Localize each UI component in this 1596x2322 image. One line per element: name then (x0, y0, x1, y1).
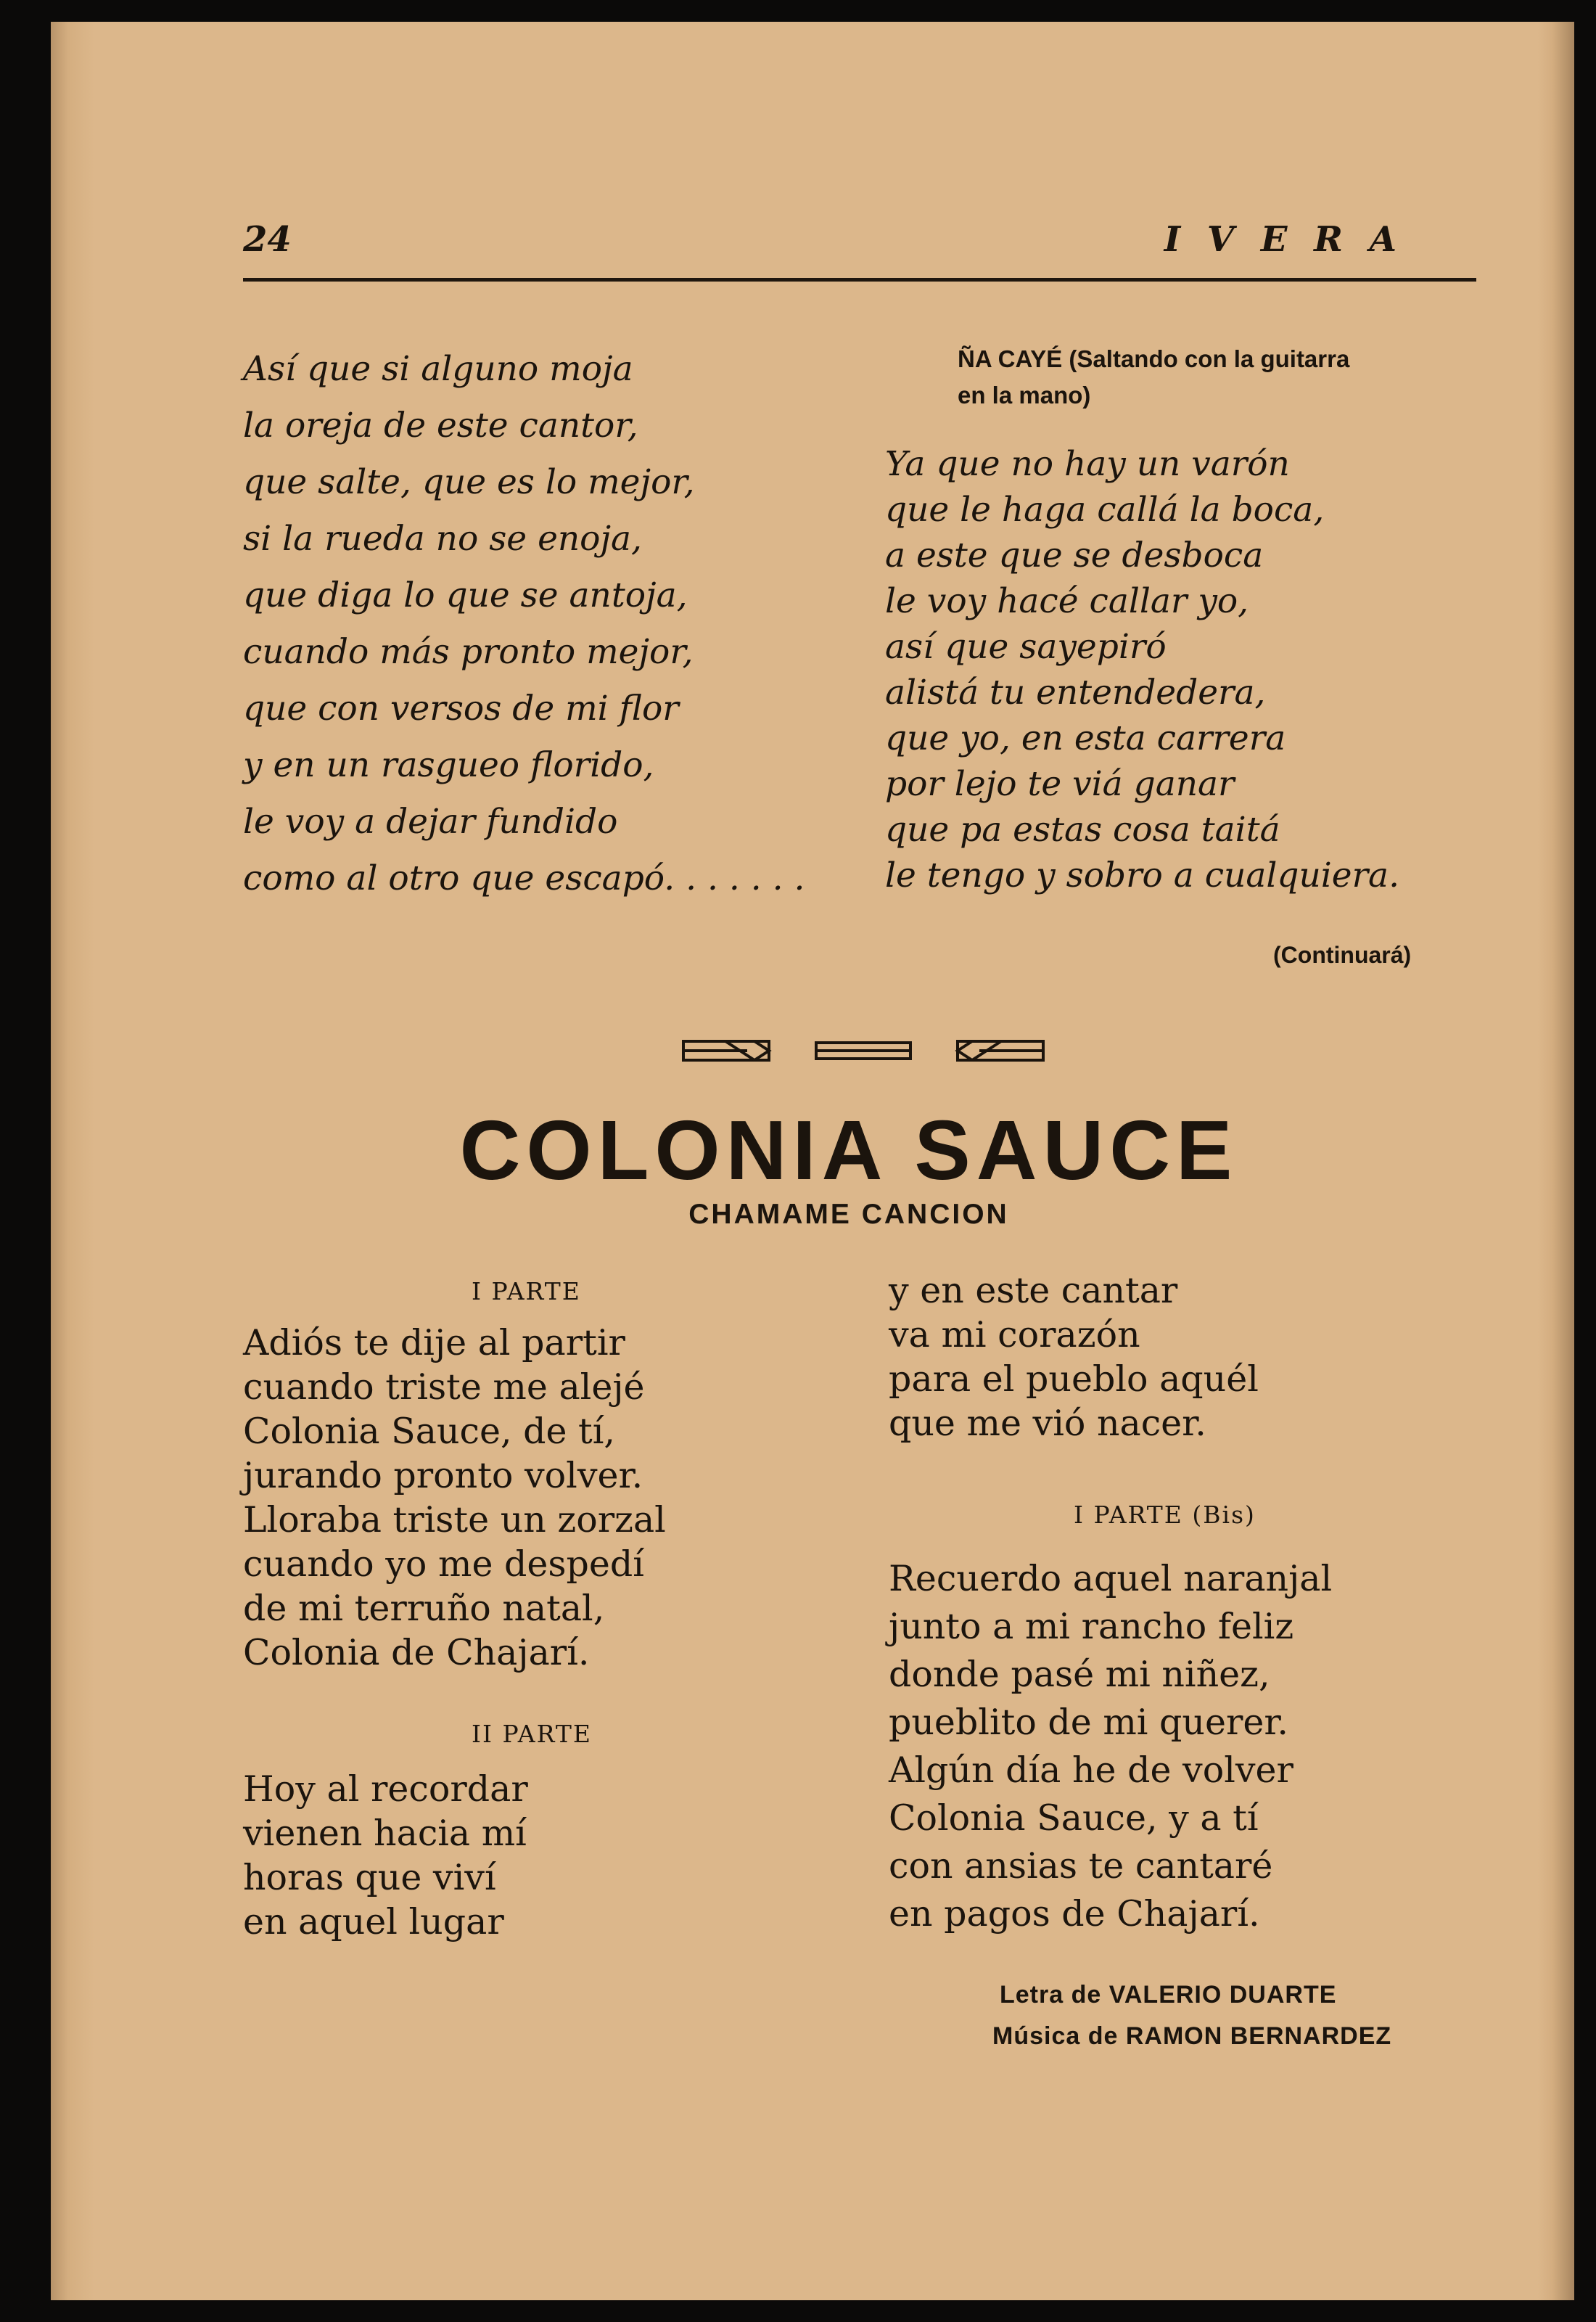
song-title: COLONIA SAUCE (459, 1103, 1238, 1197)
verse-line: cuando triste me alejé (243, 1366, 645, 1408)
running-title: I V E R A (1164, 219, 1404, 260)
verse-line: que salte, que es lo mejor, (243, 462, 695, 502)
verse-line: que yo, en esta carrera (885, 718, 1286, 758)
verse-line: le voy a dejar fundido (243, 802, 618, 842)
ornament-divider (682, 1033, 1045, 1069)
verse-line: Algún día he de volver (889, 1749, 1293, 1791)
verse-line: que pa estas cosa taitá (885, 810, 1280, 850)
verse-right (885, 441, 1399, 898)
ornament-right-icon (958, 1041, 1043, 1060)
verse-line: Hoy al recordar (243, 1768, 528, 1810)
verse-line: alistá tu entendedera, (885, 673, 1266, 713)
magazine-page (51, 22, 1574, 2300)
verse-line: donde pasé mi niñez, (889, 1654, 1270, 1695)
verse-line: le tengo y sobro a cualquiera. (885, 856, 1400, 895)
credit-music: Música de RAMON BERNARDEZ (992, 2022, 1392, 2050)
ornament-center-icon (816, 1043, 910, 1059)
continuara-note: (Continuará) (1273, 942, 1412, 968)
verse-line: horas que viví (243, 1857, 496, 1898)
verse-line: si la rueda no se enoja, (243, 519, 642, 559)
speaker-line-1: ÑA CAYÉ (Saltando con la guitarra (958, 345, 1350, 372)
part1-heading: I PARTE (472, 1277, 581, 1305)
part1bis-heading: I PARTE (Bis) (1074, 1501, 1256, 1529)
verse-line: y en un rasgueo florido, (243, 745, 654, 785)
verse-line: le voy hacé callar yo, (885, 581, 1249, 621)
verse-line: Colonia Sauce, y a tí (889, 1797, 1259, 1839)
header-rule (243, 278, 1476, 282)
verse-line: con ansias te cantaré (889, 1845, 1273, 1887)
verse-line: y en este cantar (889, 1270, 1178, 1311)
verse-line: a este que se desboca (885, 536, 1264, 575)
song-part1 (243, 1321, 666, 1675)
song-part2-continued (889, 1268, 1259, 1445)
verse-line: Adiós te dije al partir (243, 1322, 625, 1363)
verse-line: junto a mi rancho feliz (889, 1606, 1294, 1647)
ornament-left-icon (683, 1041, 769, 1060)
verse-line: cuando yo me despedí (243, 1543, 644, 1585)
verse-line: Recuerdo aquel naranjal (889, 1558, 1333, 1599)
verse-line: jurando pronto volver. (243, 1455, 643, 1496)
song-part2 (243, 1767, 528, 1944)
verse-left (243, 341, 805, 907)
verse-line: que le haga callá la boca, (885, 490, 1325, 530)
verse-line: Ya que no hay un varón (885, 444, 1290, 484)
verse-line: la oreja de este cantor, (243, 406, 638, 446)
speaker-line-2: en la mano) (958, 382, 1091, 409)
verse-line: que con versos de mi flor (243, 689, 679, 729)
verse-line: pueblito de mi querer. (889, 1702, 1289, 1743)
verse-line: que diga lo que se antoja, (243, 575, 688, 615)
verse-line: va mi corazón (889, 1314, 1140, 1355)
verse-line: vienen hacia mí (243, 1813, 527, 1854)
verse-line: en aquel lugar (243, 1901, 504, 1942)
speaker-note (958, 341, 1349, 414)
song-part1bis (889, 1555, 1332, 1938)
verse-line: cuando más pronto mejor, (243, 632, 694, 672)
verse-line: de mi terruño natal, (243, 1588, 605, 1629)
verse-line: así que sayepiró (885, 627, 1167, 667)
part2-heading: II PARTE (472, 1720, 592, 1748)
verse-line: que me vió nacer. (889, 1403, 1206, 1444)
song-subtitle: CHAMAME CANCION (688, 1199, 1009, 1230)
verse-line: como al otro que escapó. . . . . . . (243, 858, 805, 898)
verse-line: en pagos de Chajarí. (889, 1893, 1260, 1935)
verse-line: Así que si alguno moja (243, 349, 633, 389)
verse-line: Lloraba triste un zorzal (243, 1499, 666, 1541)
verse-line: para el pueblo aquél (889, 1358, 1259, 1400)
verse-line: Colonia de Chajarí. (243, 1632, 590, 1673)
verse-line: Colonia Sauce, de tí, (243, 1411, 615, 1452)
page-number: 24 (243, 219, 292, 260)
verse-line: por lejo te viá ganar (885, 764, 1235, 804)
credit-lyrics: Letra de VALERIO DUARTE (1000, 1981, 1337, 2009)
